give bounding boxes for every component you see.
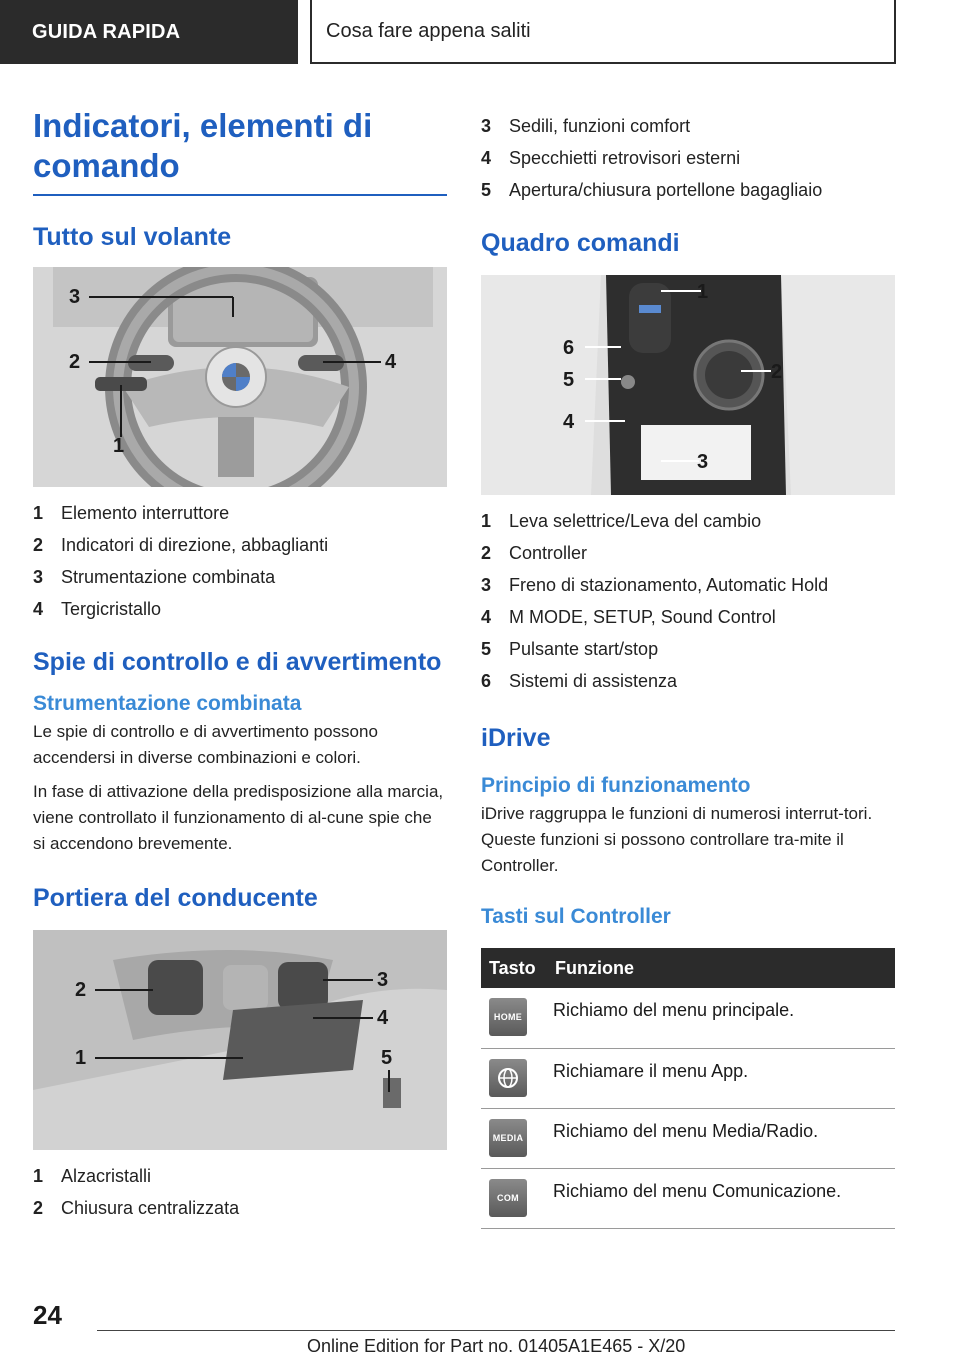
left-column — [33, 100, 447, 1224]
table-cell-function: Richiamo del menu principale. — [547, 988, 895, 1048]
table-row — [481, 1108, 895, 1168]
console-list — [481, 505, 895, 697]
steering-callout-4: 4 — [385, 351, 397, 373]
edition-note: Online Edition for Part no. 01405A1E465 - X/20 — [307, 1336, 686, 1356]
door-callout-2: 2 — [75, 979, 87, 1001]
table-cell-function: Richiamo del menu Comunicazione. — [547, 1168, 895, 1228]
controller-keys-heading: Tasti sul Controller — [481, 905, 671, 928]
door-illustration — [33, 930, 447, 1150]
app-globe-icon — [489, 1059, 527, 1097]
console-callout-3: 3 — [697, 451, 709, 473]
door-list — [33, 1160, 447, 1224]
steering-heading: Tutto sul volante — [33, 223, 232, 251]
door-callout-4: 4 — [377, 1007, 389, 1029]
list-item: 5 Pulsante start/stop — [481, 639, 659, 659]
steering-callout-1: 1 — [113, 435, 125, 457]
steering-list-continued — [481, 110, 895, 206]
list-item: 4 M MODE, SETUP, Sound Control — [481, 607, 776, 627]
list-item: 2 Controller — [481, 543, 588, 563]
warning-paragraph-1: Le spie di controllo e di avvertimento possono accendersi in diverse combinazioni e colori. — [33, 722, 378, 767]
console-heading: Quadro comandi — [481, 229, 680, 257]
list-item: 1 Alzacristalli — [33, 1166, 152, 1186]
list-item: 1 Leva selettrice/Leva del cambio — [481, 511, 762, 531]
table-cell-function: Richiamare il menu App. — [547, 1048, 895, 1108]
media-key-icon: MEDIA — [489, 1119, 527, 1157]
list-item: 4 Specchietti retrovisori esterni — [481, 148, 741, 168]
right-column — [481, 110, 895, 1229]
section-tab: GUIDA RAPIDA — [0, 0, 298, 64]
steering-list — [33, 497, 447, 625]
warning-paragraph-2: In fase di attivazione della predisposizione alla marcia, viene controllato il funzionamento di al-cune spie che si accendono brevemente. — [33, 782, 444, 853]
console-callout-5: 5 — [563, 369, 575, 391]
steering-wheel-image — [33, 267, 447, 487]
table-cell-function: Richiamo del menu Media/Radio. — [547, 1108, 895, 1168]
warning-subheading: Strumentazione combinata — [33, 692, 302, 715]
table-header-key: Tasto — [481, 948, 547, 988]
table-row — [481, 1048, 895, 1108]
list-item: 5 Apertura/chiusura portellone bagagliaio — [481, 180, 823, 200]
idrive-paragraph: iDrive raggruppa le funzioni di numerosi interrut-tori. Queste funzioni si possono controllare tra-mite il Controller. — [481, 804, 873, 875]
list-item: 1 Elemento interruttore — [33, 503, 230, 523]
console-callout-4: 4 — [563, 411, 575, 433]
steering-callout-2: 2 — [69, 351, 81, 373]
steering-callout-3: 3 — [69, 286, 81, 308]
door-callout-5: 5 — [381, 1047, 393, 1069]
steering-wheel-illustration — [33, 267, 447, 487]
com-key-icon: COM — [489, 1179, 527, 1217]
home-key-icon: HOME — [489, 998, 527, 1036]
list-item: 3 Freno di stazionamento, Automatic Hold — [481, 575, 829, 595]
list-item: 3 Strumentazione combinata — [33, 567, 276, 587]
footer-divider — [97, 1330, 895, 1331]
door-image — [33, 930, 447, 1150]
table-row — [481, 1168, 895, 1228]
console-callout-1: 1 — [697, 281, 709, 303]
door-callout-3: 3 — [377, 969, 389, 991]
list-item: 3 Sedili, funzioni comfort — [481, 116, 691, 136]
console-illustration — [481, 275, 895, 495]
console-callout-6: 6 — [563, 337, 575, 359]
list-item: 6 Sistemi di assistenza — [481, 671, 678, 691]
console-image — [481, 275, 895, 495]
idrive-subheading: Principio di funzionamento — [481, 774, 751, 797]
idrive-heading: iDrive — [481, 724, 551, 752]
controller-keys-table — [481, 948, 895, 1229]
table-header-function: Funzione — [547, 948, 895, 988]
page-header — [0, 0, 960, 66]
list-item: 4 Tergicristallo — [33, 599, 162, 619]
warning-heading: Spie di controllo e di avvertimento — [33, 648, 442, 676]
list-item: 2 Chiusura centralizzata — [33, 1198, 240, 1218]
page-title: Indicatori, elementi di comando — [33, 106, 447, 196]
list-item: 2 Indicatori di direzione, abbaglianti — [33, 535, 329, 555]
door-heading: Portiera del conducente — [33, 884, 318, 912]
page-number: 24 — [33, 1300, 62, 1330]
door-callout-1: 1 — [75, 1047, 87, 1069]
table-row — [481, 988, 895, 1048]
chapter-title: Cosa fare appena saliti — [310, 0, 896, 64]
console-callout-2: 2 — [771, 361, 783, 383]
